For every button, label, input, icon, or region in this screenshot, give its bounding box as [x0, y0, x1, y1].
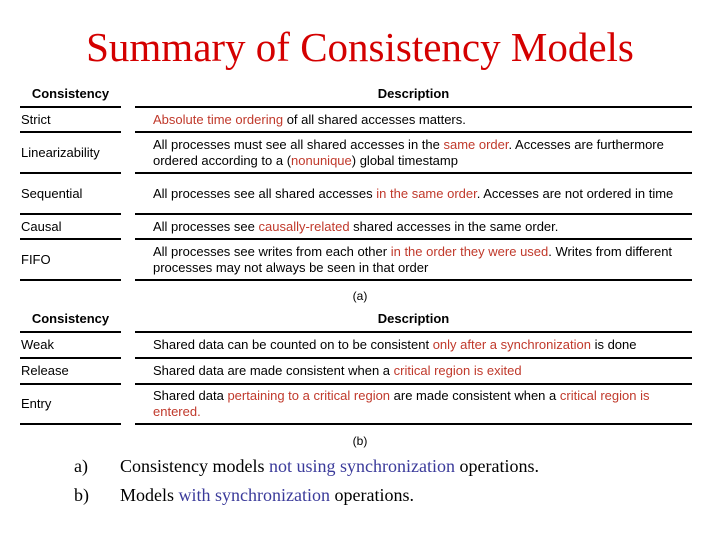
- highlighted-text: only after a synchronization: [432, 337, 591, 352]
- table-b-caption: (b): [352, 434, 368, 448]
- table-row: [20, 384, 692, 424]
- consistency-description: [135, 384, 692, 424]
- row-gap: [121, 239, 135, 280]
- row-gap: [121, 132, 135, 173]
- table-row: [20, 332, 692, 358]
- footnote-highlight: not using synchronization: [269, 456, 455, 476]
- consistency-name: Sequential: [20, 173, 121, 214]
- description-text: All processes see writes from each other: [153, 243, 391, 259]
- row-gap: [121, 358, 135, 384]
- consistency-description: [135, 239, 692, 280]
- row-gap: [121, 332, 135, 358]
- header-description: Description: [135, 82, 692, 107]
- description-text: are made consistent when a: [390, 388, 560, 403]
- description-text: . Accesses are not ordered in time: [476, 185, 674, 201]
- description-text: All processes see all shared accesses: [153, 185, 377, 201]
- footnote-highlight: with synchronization: [178, 485, 330, 505]
- header-consistency: Consistency: [20, 82, 121, 107]
- highlighted-text: nonunique: [291, 152, 352, 168]
- description-text: . Writes from different processes may not always be seen in that order: [153, 243, 673, 275]
- header-gap: [121, 307, 135, 332]
- description-text: All processes must see all shared accesses in the: [153, 136, 444, 152]
- description-text: . Accesses are furthermore ordered according to a (: [153, 136, 664, 168]
- consistency-description: [135, 132, 692, 173]
- description-text: Shared data: [153, 388, 228, 403]
- description-text: All processes see: [153, 218, 259, 234]
- row-gap: [121, 214, 135, 239]
- description-text: is done: [590, 337, 637, 352]
- highlighted-text: same order: [443, 136, 509, 152]
- description-text: Shared data can be counted on to be consistent: [153, 337, 433, 352]
- consistency-name: Strict: [20, 107, 121, 132]
- table-row: [20, 214, 692, 239]
- consistency-table-a: [20, 82, 692, 281]
- highlighted-text: in the order they were used: [390, 243, 549, 259]
- description-text: of all shared accesses matters.: [283, 111, 466, 127]
- highlighted-text: causally-related: [258, 218, 350, 234]
- highlighted-text: critical region: [559, 388, 637, 403]
- highlighted-text: is entered.: [153, 388, 650, 419]
- footnote-text: Models: [120, 485, 179, 505]
- consistency-name: Weak: [20, 332, 121, 358]
- consistency-name: Entry: [20, 384, 121, 424]
- footnote-text: operations.: [454, 456, 539, 476]
- consistency-description: [135, 107, 692, 132]
- description-text: shared accesses in the same order.: [349, 218, 559, 234]
- consistency-name: Linearizability: [20, 132, 121, 173]
- footnote-letter: a): [74, 456, 88, 476]
- highlighted-text: in the same order: [376, 185, 477, 201]
- header-consistency: Consistency: [20, 307, 121, 332]
- slide-title: Summary of Consistency Models: [86, 24, 634, 70]
- table-row: [20, 107, 692, 132]
- consistency-name: FIFO: [20, 239, 121, 280]
- highlighted-text: critical region is exited: [393, 363, 522, 378]
- table-row: [20, 358, 692, 384]
- highlighted-text: pertaining to a critical region: [227, 388, 391, 403]
- footnote-a: [74, 456, 539, 477]
- table-header-row: [20, 307, 692, 332]
- consistency-description: [135, 358, 692, 384]
- footnote-letter: b): [74, 485, 89, 505]
- description-text: Shared data are made consistent when a: [153, 363, 394, 378]
- footnote-text: Consistency models: [120, 456, 269, 476]
- footnote-b: [74, 485, 414, 506]
- highlighted-text: Absolute time ordering: [153, 111, 284, 127]
- consistency-name: Release: [20, 358, 121, 384]
- consistency-description: [135, 173, 692, 214]
- table-row: [20, 132, 692, 173]
- consistency-description: [135, 214, 692, 239]
- table-header-row: [20, 82, 692, 107]
- row-gap: [121, 107, 135, 132]
- consistency-description: [135, 332, 692, 358]
- row-gap: [121, 173, 135, 214]
- header-description: Description: [135, 307, 692, 332]
- table-a-caption: (a): [352, 289, 368, 303]
- header-gap: [121, 82, 135, 107]
- row-gap: [121, 384, 135, 424]
- consistency-name: Causal: [20, 214, 121, 239]
- footnote-text: operations.: [329, 485, 414, 505]
- description-text: ) global timestamp: [351, 152, 458, 168]
- table-row: [20, 173, 692, 214]
- consistency-table-b: [20, 307, 692, 425]
- table-row: [20, 239, 692, 280]
